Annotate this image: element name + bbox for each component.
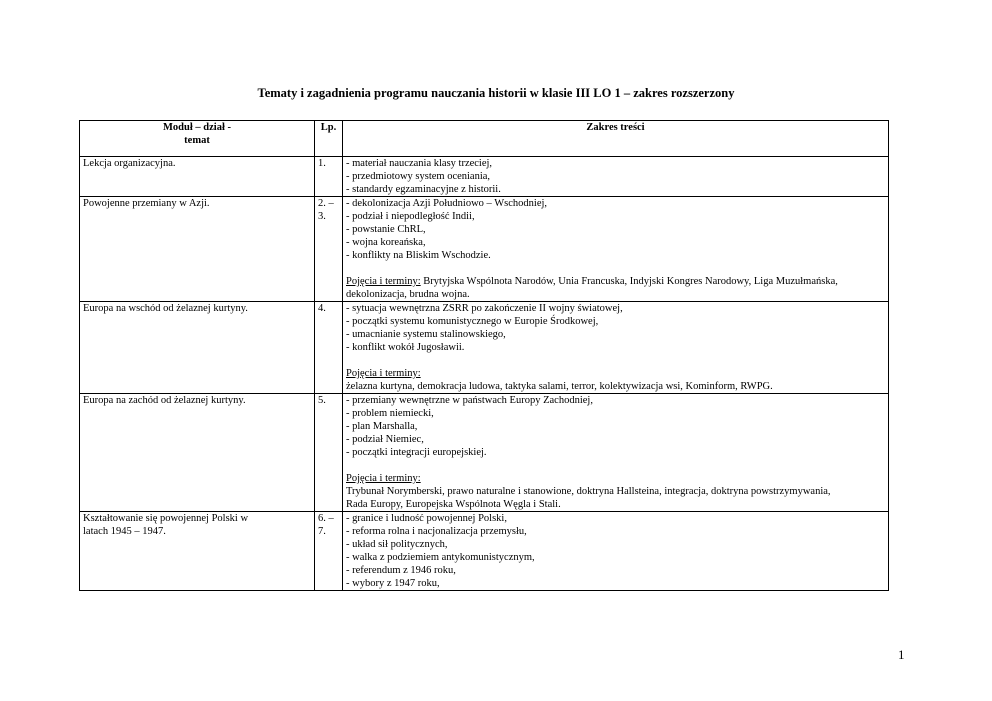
terms-text: Trybunał Norymberski, prawo naturalne i stanowione, doktryna Hallsteina, integracja, doktryna powstrzymywania,	[346, 486, 831, 497]
header-topic-line2: temat	[184, 135, 210, 146]
header-lp: Lp.	[315, 121, 343, 157]
header-topic	[80, 121, 315, 157]
content-item: - powstanie ChRL,	[346, 224, 426, 235]
lesson-number-cell	[315, 512, 343, 591]
content-item: - plan Marshalla,	[346, 421, 418, 432]
terms-text: dekolonizacja, brudna wojna.	[346, 289, 470, 300]
table-header-row	[80, 121, 889, 157]
header-content: Zakres treści	[343, 121, 889, 157]
topic-text: Lekcja organizacyjna.	[83, 158, 176, 169]
table-row	[80, 197, 889, 302]
terms-label: Pojęcia i terminy:	[346, 276, 421, 287]
lesson-number-cell	[315, 394, 343, 512]
content-item: - konflikt wokół Jugosławii.	[346, 342, 465, 353]
table-body	[80, 157, 889, 591]
content-item: - umacnianie systemu stalinowskiego,	[346, 329, 506, 340]
content-cell	[343, 302, 889, 394]
terms-block	[346, 367, 885, 380]
curriculum-table	[79, 120, 889, 591]
content-cell	[343, 197, 889, 302]
content-cell	[343, 394, 889, 512]
topic-cell	[80, 197, 315, 302]
terms-block	[346, 275, 885, 288]
topic-cell	[80, 302, 315, 394]
terms-text: Brytyjska Wspólnota Narodów, Unia Francuska, Indyjski Kongres Narodowy, Liga Muzułmańska,	[420, 276, 838, 287]
table-row	[80, 512, 889, 591]
content-item: - podział Niemiec,	[346, 434, 424, 445]
content-item: - początki systemu komunistycznego w Europie Środkowej,	[346, 316, 599, 327]
content-item: - przedmiotowy system oceniania,	[346, 171, 491, 182]
content-item: - podział i niepodległość Indii,	[346, 211, 475, 222]
lesson-number: 4.	[318, 303, 326, 314]
lesson-number-cell	[315, 157, 343, 197]
table-row	[80, 157, 889, 197]
topic-text: latach 1945 – 1947.	[83, 526, 166, 537]
topic-cell	[80, 394, 315, 512]
content-cell	[343, 512, 889, 591]
content-item: - materiał nauczania klasy trzeciej,	[346, 158, 493, 169]
topic-cell	[80, 157, 315, 197]
lesson-number: 7.	[318, 526, 326, 537]
content-item: - reforma rolna i nacjonalizacja przemysłu,	[346, 526, 527, 537]
terms-label: Pojęcia i terminy:	[346, 368, 421, 379]
lesson-number: 3.	[318, 211, 326, 222]
topic-cell	[80, 512, 315, 591]
content-item: - wojna koreańska,	[346, 237, 426, 248]
table-row	[80, 302, 889, 394]
terms-block	[346, 472, 885, 485]
content-item: - początki integracji europejskiej.	[346, 447, 487, 458]
content-item: - granice i ludność powojennej Polski,	[346, 513, 507, 524]
content-item: - wybory z 1947 roku,	[346, 578, 440, 589]
content-item: - standardy egzaminacyjne z historii.	[346, 184, 501, 195]
lesson-number: 1.	[318, 158, 326, 169]
terms-label: Pojęcia i terminy:	[346, 473, 421, 484]
lesson-number: 6. –	[318, 513, 334, 524]
lesson-number-cell	[315, 302, 343, 394]
content-item: - problem niemiecki,	[346, 408, 434, 419]
page-number: 1	[898, 647, 905, 662]
topic-text: Europa na zachód od żelaznej kurtyny.	[83, 395, 246, 406]
content-item: - sytuacja wewnętrzna ZSRR po zakończenie II wojny światowej,	[346, 303, 623, 314]
terms-text: Rada Europy, Europejska Wspólnota Węgla i Stali.	[346, 499, 561, 510]
content-item: - dekolonizacja Azji Południowo – Wschodniej,	[346, 198, 548, 209]
terms-text: żelazna kurtyna, demokracja ludowa, taktyka salami, terror, kolektywizacja wsi, Kominform, RWPG.	[346, 381, 773, 392]
content-cell	[343, 157, 889, 197]
topic-text: Powojenne przemiany w Azji.	[83, 198, 210, 209]
content-item: - referendum z 1946 roku,	[346, 565, 456, 576]
content-item: - układ sił politycznych,	[346, 539, 448, 550]
topic-text: Kształtowanie się powojennej Polski w	[83, 513, 249, 524]
topic-text: Europa na wschód od żelaznej kurtyny.	[83, 303, 248, 314]
lesson-number: 2. –	[318, 198, 334, 209]
content-item: - przemiany wewnętrzne w państwach Europy Zachodniej,	[346, 395, 593, 406]
document-title: Tematy i zagadnienia programu nauczania historii w klasie III LO 1 – zakres rozszerzony	[257, 86, 735, 100]
content-item: - walka z podziemiem antykomunistycznym,	[346, 552, 535, 563]
lesson-number-cell	[315, 197, 343, 302]
content-item: - konflikty na Bliskim Wschodzie.	[346, 250, 491, 261]
header-topic-line1: Moduł – dział -	[163, 122, 231, 133]
lesson-number: 5.	[318, 395, 326, 406]
table-row	[80, 394, 889, 512]
